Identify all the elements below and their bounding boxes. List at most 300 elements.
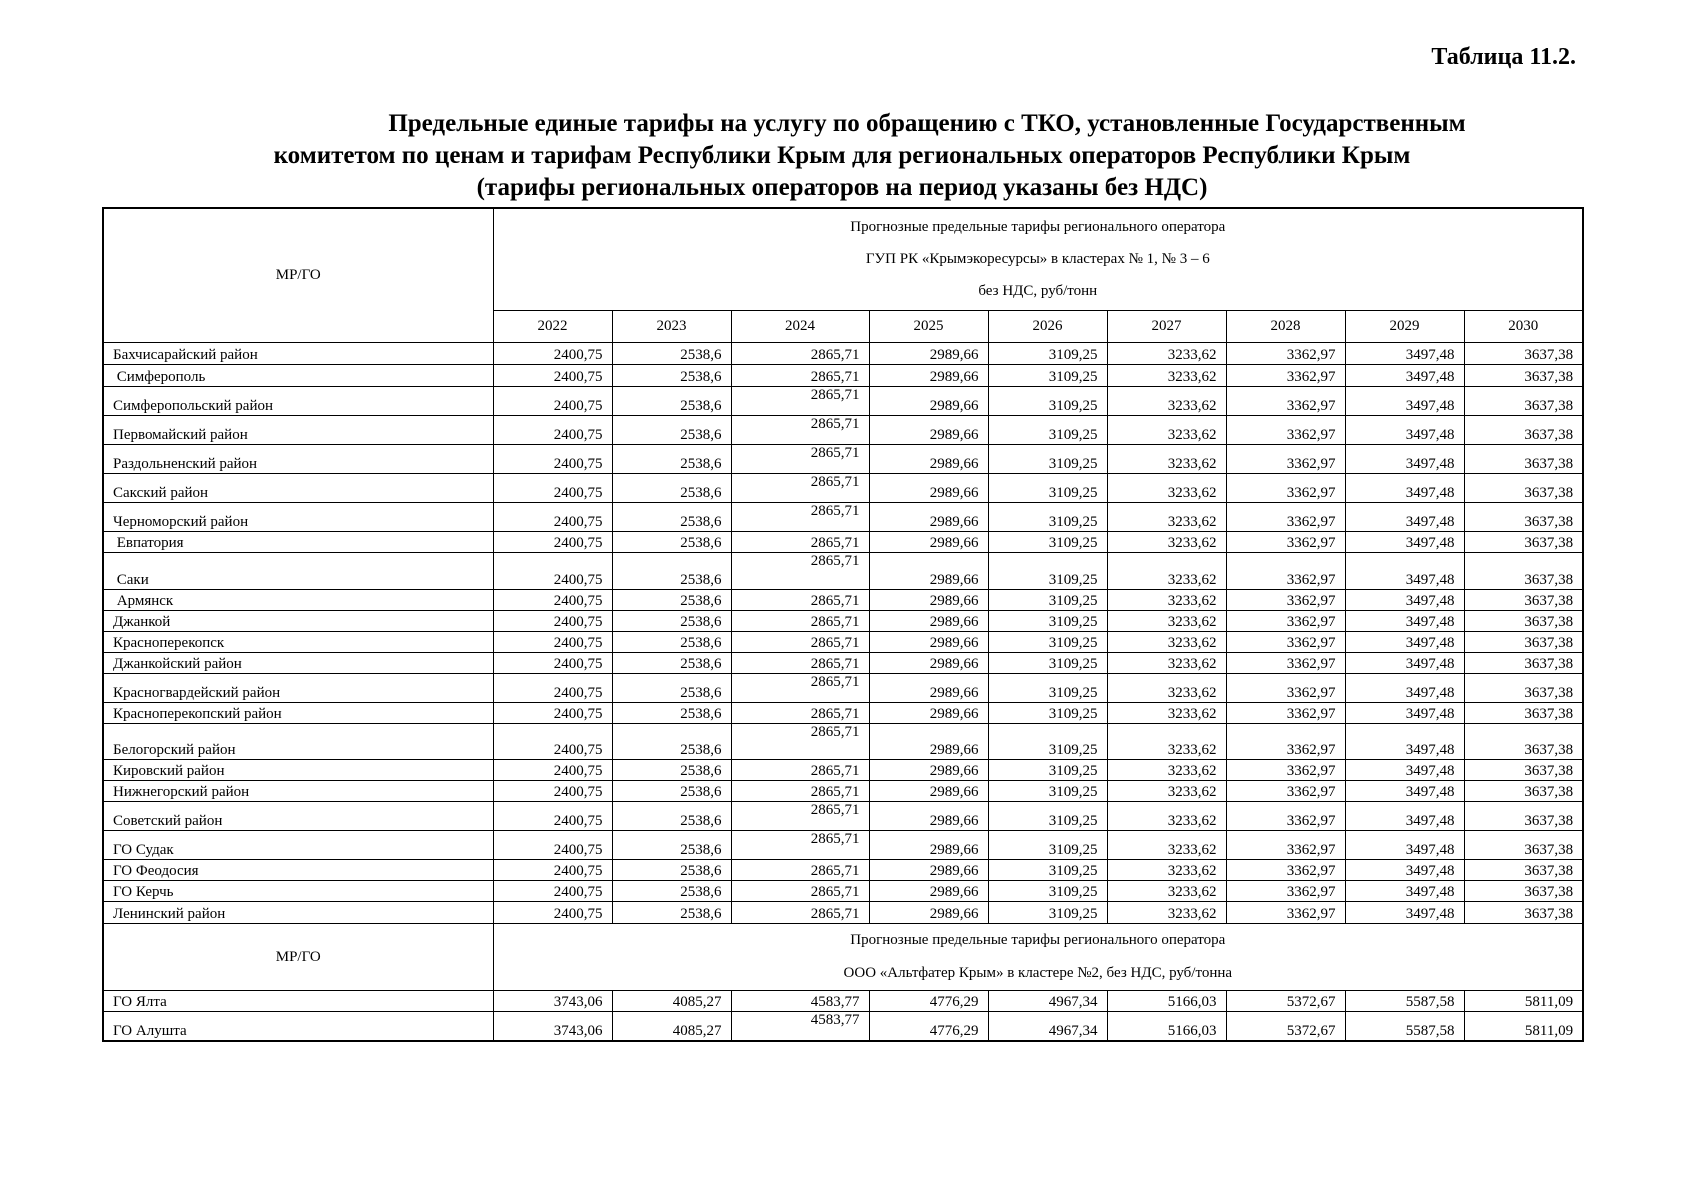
table-row — [103, 1012, 1583, 1041]
table-row — [103, 902, 1583, 924]
table-row — [103, 365, 1583, 387]
region-name: Раздольненский район — [103, 445, 493, 474]
tariff-value: 3233,62 — [1107, 532, 1226, 553]
tariff-value: 2989,66 — [869, 532, 988, 553]
tariff-value: 3497,48 — [1345, 674, 1464, 703]
region-name: Кировский район — [103, 760, 493, 781]
table-row — [103, 760, 1583, 781]
tariff-value: 3233,62 — [1107, 474, 1226, 503]
tariff-value: 3637,38 — [1464, 703, 1583, 724]
table-row — [103, 590, 1583, 611]
year-header: 2025 — [869, 310, 988, 342]
tariff-value: 2538,6 — [612, 343, 731, 365]
tariff-value: 3637,38 — [1464, 653, 1583, 674]
tariff-value: 3637,38 — [1464, 474, 1583, 503]
tariff-value: 2400,75 — [493, 902, 612, 924]
table-row — [103, 881, 1583, 902]
tariff-value: 2865,71 — [731, 802, 869, 831]
tariff-value: 2400,75 — [493, 416, 612, 445]
tariff-value: 2538,6 — [612, 653, 731, 674]
region-name: Ленинский район — [103, 902, 493, 924]
region-name: Симферопольский район — [103, 387, 493, 416]
tariff-value: 3362,97 — [1226, 416, 1345, 445]
tariff-value: 2400,75 — [493, 343, 612, 365]
tariff-value: 2400,75 — [493, 802, 612, 831]
tariff-value: 2538,6 — [612, 553, 731, 590]
year-header: 2022 — [493, 310, 612, 342]
tariff-value: 3637,38 — [1464, 503, 1583, 532]
tariff-value: 2989,66 — [869, 343, 988, 365]
tariff-value: 2989,66 — [869, 611, 988, 632]
tariff-value: 2989,66 — [869, 724, 988, 760]
region-name: Джанкой — [103, 611, 493, 632]
group-header-line: Прогнозные предельные тарифы регионального оператора — [850, 219, 1226, 236]
tariff-value: 3362,97 — [1226, 902, 1345, 924]
tariff-value: 2400,75 — [493, 445, 612, 474]
tariff-value: 2865,71 — [731, 760, 869, 781]
tariff-value: 3637,38 — [1464, 831, 1583, 860]
tariff-value: 3497,48 — [1345, 781, 1464, 802]
tariff-value: 2538,6 — [612, 611, 731, 632]
tariff-value: 2400,75 — [493, 474, 612, 503]
title-line-3: (тарифы региональных операторов на период указаны без НДС) — [476, 174, 1208, 201]
tariff-value: 2989,66 — [869, 674, 988, 703]
tariff-value: 3497,48 — [1345, 416, 1464, 445]
table-row — [103, 703, 1583, 724]
tariff-value: 3109,25 — [988, 902, 1107, 924]
table-row — [103, 860, 1583, 881]
tariff-value: 2865,71 — [731, 503, 869, 532]
tariff-value: 2865,71 — [731, 902, 869, 924]
tariff-value: 2400,75 — [493, 365, 612, 387]
region-name: Джанкойский район — [103, 653, 493, 674]
tariff-value: 4776,29 — [869, 1012, 988, 1041]
tariff-value: 2989,66 — [869, 902, 988, 924]
tariff-value: 4776,29 — [869, 991, 988, 1012]
tariff-value: 5587,58 — [1345, 991, 1464, 1012]
tariff-value: 3362,97 — [1226, 590, 1345, 611]
tariff-value: 2538,6 — [612, 831, 731, 860]
tariff-value: 2538,6 — [612, 902, 731, 924]
tariff-value: 3497,48 — [1345, 860, 1464, 881]
tariff-value: 5811,09 — [1464, 991, 1583, 1012]
tariff-value: 3637,38 — [1464, 860, 1583, 881]
table-row — [103, 416, 1583, 445]
tariff-value: 3637,38 — [1464, 445, 1583, 474]
tariff-value: 4085,27 — [612, 1012, 731, 1041]
tariff-value: 3637,38 — [1464, 674, 1583, 703]
tariff-value: 2538,6 — [612, 416, 731, 445]
tariff-value: 2400,75 — [493, 611, 612, 632]
tariff-value: 3497,48 — [1345, 611, 1464, 632]
tariff-value: 2538,6 — [612, 590, 731, 611]
section2-body — [103, 991, 1583, 1041]
year-header: 2024 — [731, 310, 869, 342]
tariff-value: 3637,38 — [1464, 532, 1583, 553]
tariff-value: 2400,75 — [493, 724, 612, 760]
tariff-value: 3109,25 — [988, 881, 1107, 902]
tariff-value: 3362,97 — [1226, 445, 1345, 474]
table-row — [103, 474, 1583, 503]
tariff-value: 3233,62 — [1107, 590, 1226, 611]
tariff-value: 3362,97 — [1226, 365, 1345, 387]
table-row — [103, 532, 1583, 553]
tariff-value: 2865,71 — [731, 365, 869, 387]
tariff-value: 2538,6 — [612, 503, 731, 532]
tariff-value: 3233,62 — [1107, 611, 1226, 632]
year-header: 2023 — [612, 310, 731, 342]
tariff-value: 2989,66 — [869, 703, 988, 724]
tariff-value: 4085,27 — [612, 991, 731, 1012]
table-row — [103, 724, 1583, 760]
tariff-value: 3637,38 — [1464, 781, 1583, 802]
tariff-value: 3637,38 — [1464, 760, 1583, 781]
tariff-value: 2865,71 — [731, 611, 869, 632]
tariff-value: 2538,6 — [612, 724, 731, 760]
section1-body — [103, 343, 1583, 924]
tariff-value: 4583,77 — [731, 1012, 869, 1041]
tariff-value: 2400,75 — [493, 831, 612, 860]
row-header-mr-go: МР/ГО — [103, 208, 493, 343]
table-row — [103, 831, 1583, 860]
tariff-value: 3497,48 — [1345, 902, 1464, 924]
row-header-mr-go-2: МР/ГО — [103, 924, 493, 991]
tariff-value: 2989,66 — [869, 553, 988, 590]
tariff-value: 3233,62 — [1107, 553, 1226, 590]
tariff-value: 3637,38 — [1464, 365, 1583, 387]
tariff-value: 3497,48 — [1345, 881, 1464, 902]
tariff-value: 3362,97 — [1226, 474, 1345, 503]
tariff-value: 3637,38 — [1464, 881, 1583, 902]
tariff-value: 2865,71 — [731, 860, 869, 881]
tariff-value: 2865,71 — [731, 831, 869, 860]
tariff-value: 3637,38 — [1464, 902, 1583, 924]
tariff-value: 5587,58 — [1345, 1012, 1464, 1041]
tariff-value: 3109,25 — [988, 445, 1107, 474]
tariff-value: 3362,97 — [1226, 387, 1345, 416]
tariff-value: 2865,71 — [731, 881, 869, 902]
tariff-value: 4967,34 — [988, 1012, 1107, 1041]
tariff-value: 2400,75 — [493, 590, 612, 611]
tariff-value: 2989,66 — [869, 860, 988, 881]
tariff-value: 3109,25 — [988, 503, 1107, 532]
table-title — [102, 108, 1582, 204]
tariff-value: 3233,62 — [1107, 831, 1226, 860]
tariff-value: 2865,71 — [731, 724, 869, 760]
tariff-value: 2400,75 — [493, 860, 612, 881]
tariff-value: 3109,25 — [988, 553, 1107, 590]
region-name: ГО Керчь — [103, 881, 493, 902]
tariff-value: 3109,25 — [988, 781, 1107, 802]
tariff-value: 3109,25 — [988, 590, 1107, 611]
tariff-value: 3233,62 — [1107, 503, 1226, 532]
tariff-value: 3362,97 — [1226, 860, 1345, 881]
tariff-value: 2538,6 — [612, 445, 731, 474]
tariff-value: 2989,66 — [869, 365, 988, 387]
tariff-value: 2538,6 — [612, 860, 731, 881]
tariff-value: 2865,71 — [731, 445, 869, 474]
tariff-value: 3362,97 — [1226, 611, 1345, 632]
tariff-value: 2538,6 — [612, 365, 731, 387]
tariff-value: 2989,66 — [869, 831, 988, 860]
table-row — [103, 387, 1583, 416]
tariff-value: 3362,97 — [1226, 343, 1345, 365]
tariff-value: 3109,25 — [988, 831, 1107, 860]
tariff-value: 3637,38 — [1464, 590, 1583, 611]
tariff-value: 3233,62 — [1107, 860, 1226, 881]
year-header: 2029 — [1345, 310, 1464, 342]
table-row — [103, 991, 1583, 1012]
tariff-value: 2865,71 — [731, 553, 869, 590]
region-name: Евпатория — [103, 532, 493, 553]
tariff-value: 3109,25 — [988, 860, 1107, 881]
tariff-value: 3362,97 — [1226, 632, 1345, 653]
region-name: Черноморский район — [103, 503, 493, 532]
tariff-value: 3109,25 — [988, 474, 1107, 503]
tariff-value: 3233,62 — [1107, 653, 1226, 674]
tariff-value: 3497,48 — [1345, 503, 1464, 532]
tariff-value: 2989,66 — [869, 760, 988, 781]
tariff-value: 3497,48 — [1345, 653, 1464, 674]
tariff-value: 3362,97 — [1226, 760, 1345, 781]
tariff-value: 3109,25 — [988, 724, 1107, 760]
tariff-value: 2865,71 — [731, 532, 869, 553]
region-name: ГО Судак — [103, 831, 493, 860]
table-number: Таблица 11.2. — [1431, 44, 1576, 70]
region-name: Красноперекопск — [103, 632, 493, 653]
tariff-value: 2400,75 — [493, 532, 612, 553]
tariff-value: 5372,67 — [1226, 991, 1345, 1012]
tariff-value: 3637,38 — [1464, 416, 1583, 445]
title-line-2: комитетом по ценам и тарифам Республики Крым для региональных операторов Республики Крым — [273, 142, 1411, 169]
region-name: ГО Феодосия — [103, 860, 493, 881]
table-row — [103, 611, 1583, 632]
tariff-value: 3497,48 — [1345, 590, 1464, 611]
tariff-value: 3497,48 — [1345, 532, 1464, 553]
tariff-value: 3109,25 — [988, 365, 1107, 387]
tariff-value: 2865,71 — [731, 653, 869, 674]
tariff-value: 2400,75 — [493, 781, 612, 802]
tariff-value: 5166,03 — [1107, 991, 1226, 1012]
region-name: Советский район — [103, 802, 493, 831]
region-name: Нижнегорский район — [103, 781, 493, 802]
group-header-line: без НДС, руб/тонн — [978, 283, 1098, 300]
region-name: ГО Ялта — [103, 991, 493, 1012]
tariff-value: 3497,48 — [1345, 703, 1464, 724]
section2-header — [103, 924, 1583, 991]
tariff-value: 2400,75 — [493, 881, 612, 902]
group-header-line: ООО «Альтфатер Крым» в кластере №2, без НДС, руб/тонна — [843, 965, 1233, 981]
tariff-value: 3362,97 — [1226, 724, 1345, 760]
region-name: Красноперекопский район — [103, 703, 493, 724]
tariff-value: 2989,66 — [869, 632, 988, 653]
column-group-header — [493, 208, 1583, 310]
tariff-value: 3233,62 — [1107, 632, 1226, 653]
tariff-value: 2538,6 — [612, 781, 731, 802]
tariff-value: 2989,66 — [869, 503, 988, 532]
tariff-value: 3497,48 — [1345, 365, 1464, 387]
tariff-value: 3637,38 — [1464, 387, 1583, 416]
tariff-value: 2538,6 — [612, 881, 731, 902]
tariff-value: 3109,25 — [988, 632, 1107, 653]
tariff-value: 3233,62 — [1107, 902, 1226, 924]
tariff-value: 2989,66 — [869, 445, 988, 474]
tariff-value: 3233,62 — [1107, 760, 1226, 781]
table-row — [103, 674, 1583, 703]
tariff-value: 3109,25 — [988, 343, 1107, 365]
tariff-value: 2400,75 — [493, 653, 612, 674]
tariff-value: 3637,38 — [1464, 553, 1583, 590]
tariff-value: 2865,71 — [731, 674, 869, 703]
tariff-value: 3362,97 — [1226, 703, 1345, 724]
tariff-value: 2989,66 — [869, 802, 988, 831]
tariff-value: 2989,66 — [869, 653, 988, 674]
tariff-value: 3109,25 — [988, 611, 1107, 632]
tariff-value: 2400,75 — [493, 760, 612, 781]
region-name: Красногвардейский район — [103, 674, 493, 703]
tariff-value: 2538,6 — [612, 760, 731, 781]
tariff-value: 2865,71 — [731, 474, 869, 503]
region-name: Белогорский район — [103, 724, 493, 760]
table-row — [103, 632, 1583, 653]
tariff-value: 3233,62 — [1107, 387, 1226, 416]
tariff-value: 3637,38 — [1464, 343, 1583, 365]
tariff-value: 2865,71 — [731, 387, 869, 416]
group-header-line: ГУП РК «Крымэкоресурсы» в кластерах № 1, № 3 – 6 — [865, 251, 1210, 268]
tariff-value: 2538,6 — [612, 474, 731, 503]
tariff-value: 3743,06 — [493, 991, 612, 1012]
tariff-value: 3497,48 — [1345, 724, 1464, 760]
region-name: Саки — [103, 553, 493, 590]
title-line-1: Предельные единые тарифы на услугу по обращению с ТКО, установленные Государственным — [388, 110, 1466, 137]
tariff-value: 3362,97 — [1226, 553, 1345, 590]
tariff-value: 3743,06 — [493, 1012, 612, 1041]
tariff-value: 2538,6 — [612, 802, 731, 831]
tariff-value: 4967,34 — [988, 991, 1107, 1012]
tariff-value: 3362,97 — [1226, 674, 1345, 703]
tariff-value: 2989,66 — [869, 416, 988, 445]
table-row — [103, 343, 1583, 365]
tariff-value: 2865,71 — [731, 343, 869, 365]
tariff-value: 3233,62 — [1107, 724, 1226, 760]
tariff-value: 3497,48 — [1345, 802, 1464, 831]
tariff-value: 2538,6 — [612, 674, 731, 703]
table-row — [103, 503, 1583, 532]
tariff-value: 3233,62 — [1107, 365, 1226, 387]
tariff-value: 3233,62 — [1107, 674, 1226, 703]
section2-header-row — [103, 924, 1583, 991]
tariff-value: 3362,97 — [1226, 802, 1345, 831]
tariff-value: 3362,97 — [1226, 781, 1345, 802]
year-header: 2030 — [1464, 310, 1583, 342]
region-name: Первомайский район — [103, 416, 493, 445]
tariff-value: 3637,38 — [1464, 632, 1583, 653]
tariff-value: 2400,75 — [493, 387, 612, 416]
tariff-value: 3497,48 — [1345, 553, 1464, 590]
tariff-value: 3109,25 — [988, 674, 1107, 703]
tariff-value: 5166,03 — [1107, 1012, 1226, 1041]
tariff-value: 3497,48 — [1345, 445, 1464, 474]
tariff-value: 4583,77 — [731, 991, 869, 1012]
year-header: 2027 — [1107, 310, 1226, 342]
tariff-value: 2989,66 — [869, 881, 988, 902]
tariff-value: 3497,48 — [1345, 760, 1464, 781]
tariff-value: 3109,25 — [988, 532, 1107, 553]
tariff-value: 3109,25 — [988, 760, 1107, 781]
tariff-value: 3233,62 — [1107, 781, 1226, 802]
tariff-value: 3497,48 — [1345, 632, 1464, 653]
tariff-value: 2400,75 — [493, 632, 612, 653]
tariff-value: 3109,25 — [988, 802, 1107, 831]
region-name: Армянск — [103, 590, 493, 611]
tariff-value: 3109,25 — [988, 416, 1107, 445]
tariff-value: 2865,71 — [731, 416, 869, 445]
tariff-value: 3233,62 — [1107, 343, 1226, 365]
tariff-value: 2538,6 — [612, 387, 731, 416]
tariff-value: 2400,75 — [493, 553, 612, 590]
tariff-value: 3637,38 — [1464, 724, 1583, 760]
tariff-value: 3233,62 — [1107, 881, 1226, 902]
header-row-group — [103, 208, 1583, 310]
tariff-value: 3109,25 — [988, 703, 1107, 724]
tariff-table — [102, 207, 1584, 1042]
tariff-value: 2400,75 — [493, 703, 612, 724]
tariff-value: 2865,71 — [731, 781, 869, 802]
tariff-value: 2989,66 — [869, 474, 988, 503]
tariff-value: 3497,48 — [1345, 387, 1464, 416]
tariff-value: 2538,6 — [612, 703, 731, 724]
year-header: 2026 — [988, 310, 1107, 342]
tariff-value: 3233,62 — [1107, 416, 1226, 445]
tariff-value: 3637,38 — [1464, 611, 1583, 632]
table-row — [103, 445, 1583, 474]
region-name: Симферополь — [103, 365, 493, 387]
tariff-value: 3233,62 — [1107, 802, 1226, 831]
tariff-value: 3497,48 — [1345, 343, 1464, 365]
tariff-value: 3362,97 — [1226, 881, 1345, 902]
tariff-value: 3233,62 — [1107, 703, 1226, 724]
table-row — [103, 802, 1583, 831]
region-name: ГО Алушта — [103, 1012, 493, 1041]
tariff-value: 3109,25 — [988, 387, 1107, 416]
tariff-value: 3233,62 — [1107, 445, 1226, 474]
table-row — [103, 653, 1583, 674]
tariff-value: 3637,38 — [1464, 802, 1583, 831]
group-header-line: Прогнозные предельные тарифы регионального оператора — [850, 932, 1226, 948]
region-name: Сакский район — [103, 474, 493, 503]
tariff-value: 2865,71 — [731, 632, 869, 653]
tariff-value: 2538,6 — [612, 532, 731, 553]
tariff-value: 2865,71 — [731, 703, 869, 724]
tariff-value: 5372,67 — [1226, 1012, 1345, 1041]
region-name: Бахчисарайский район — [103, 343, 493, 365]
tariff-value: 2538,6 — [612, 632, 731, 653]
tariff-value: 2400,75 — [493, 674, 612, 703]
tariff-value: 3362,97 — [1226, 653, 1345, 674]
tariff-value: 3362,97 — [1226, 532, 1345, 553]
tariff-value: 3109,25 — [988, 653, 1107, 674]
tariff-value: 2989,66 — [869, 387, 988, 416]
tariff-value: 5811,09 — [1464, 1012, 1583, 1041]
table-row — [103, 781, 1583, 802]
tariff-value: 3497,48 — [1345, 831, 1464, 860]
tariff-value: 2989,66 — [869, 781, 988, 802]
tariff-value: 2989,66 — [869, 590, 988, 611]
year-header: 2028 — [1226, 310, 1345, 342]
table-row — [103, 553, 1583, 590]
tariff-value: 2865,71 — [731, 590, 869, 611]
tariff-value: 3362,97 — [1226, 503, 1345, 532]
